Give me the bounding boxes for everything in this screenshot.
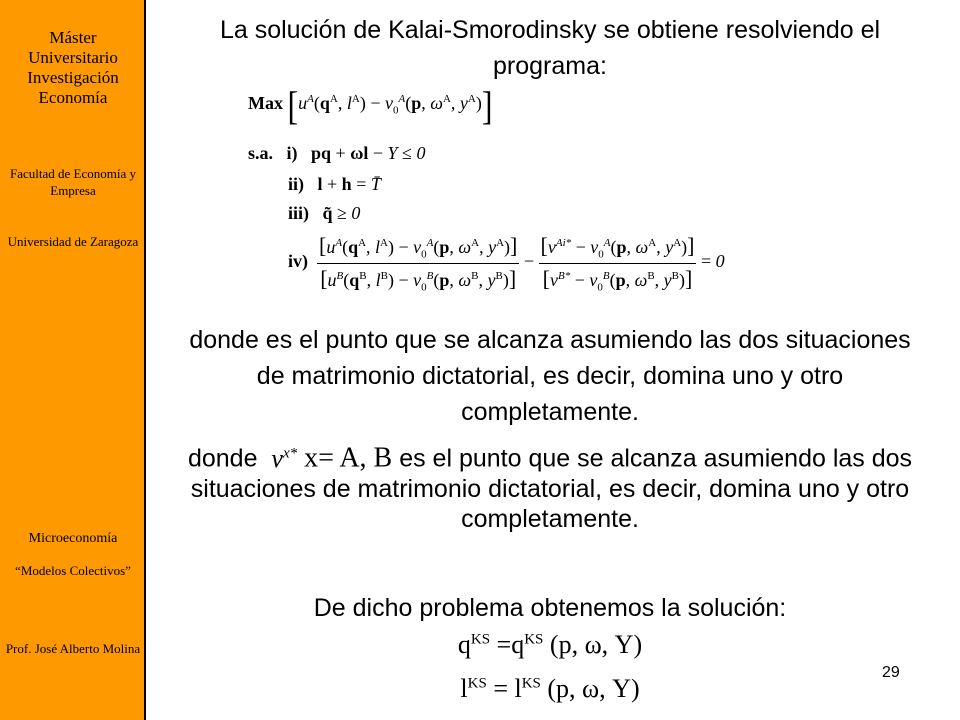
course-name: Microeconomía	[28, 531, 118, 546]
constraint-iv: iv) $\frac{[u^A(q^A, l^A) - v_0^A(p, \omega^A, y^A)]}{[u^B(q^B, l^B) - v_0^B(p, \omega^B, y^B)]}$ − $\frac{[v^{Ai*} - v_0^A(p, \omega^A, y^A)]}{[v^{B*} - v_0^B(p, \omega^B, y^B)]}$ = 0	[288, 233, 725, 294]
result-l: $l^{KS} = l^{KS}$ (p, ω, Y)	[460, 674, 640, 703]
para2-lead: donde	[187, 444, 258, 473]
result-q: $q^{KS} =q^{KS}$ (p, ω, Y)	[457, 630, 643, 659]
author-name: Prof. José Alberto Molina	[5, 641, 141, 656]
v-star-symbol: $v^{x*}$	[271, 443, 298, 473]
page-number: 29	[882, 664, 900, 681]
topic-name: “Modelos Colectivos”	[15, 563, 131, 578]
max-label: Max	[248, 93, 283, 114]
explanation-paragraph-1: donde es el punto que se alcanza asumiendo las dos situaciones de matrimonio dictatorial, es decir, domina uno y otro completamente.	[189, 326, 911, 426]
sidebar	[0, 0, 146, 720]
university-name: Universidad de Zaragoza	[7, 234, 139, 249]
program-name: Máster Universitario Investigación Economía	[27, 28, 119, 107]
faculty-name: Facultad de Economía y Empresa	[10, 166, 136, 198]
solution-intro: De dicho problema obtenemos la solución:	[313, 594, 787, 622]
constraint-iv-label: iv)	[288, 251, 308, 272]
constraint-iii: iii) q̃ ≥ 0	[288, 203, 361, 223]
constraint-iii-label: iii)	[288, 203, 309, 223]
constraint-i-label: i)	[286, 143, 298, 163]
constraint-i: s.a. i) pq + ωl − Y ≤ 0	[248, 143, 426, 163]
slide-title: La solución de Kalai-Smorodinsky se obtiene resolviendo el programa:	[219, 16, 881, 80]
x-equals-a-b: x= A, B	[304, 442, 393, 474]
constraint-ii: ii) l + h = T̄	[288, 174, 381, 194]
sa-label: s.a.	[248, 143, 274, 163]
objective-equation: Max [$u^A(q^A$, $l^A) - v_0^A(p$, $\omega^A$, $y^A$)]	[248, 82, 493, 128]
constraint-ii-label: ii)	[288, 174, 304, 194]
explanation-paragraph-2	[180, 438, 920, 534]
para2-rest: es el punto que se alcanza asumiendo las dos situaciones de matrimonio dictatorial, es decir, domina uno y otro completamente.	[190, 444, 913, 533]
